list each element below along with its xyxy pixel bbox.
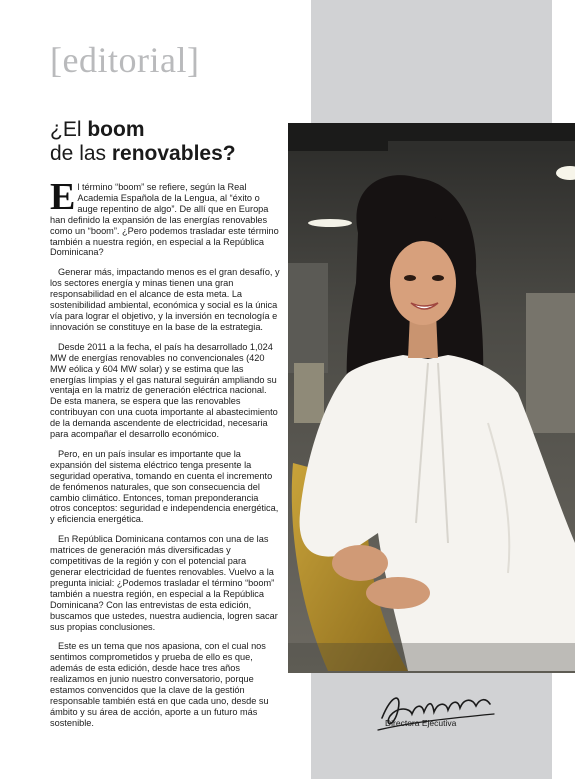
paragraph-6: Este es un tema que nos apasiona, con el cual nos sentimos comprometidos y prueba de ello es que, además de esta edición, desde hace tres años realizamos en junio nuestro conversatorio, porque estamos convencidos que la clave de la gestión responsable también está en que cada uno, desde su ámbito y su área de acción, aporte a un futuro más sostenible.	[50, 641, 269, 728]
title-line-2	[50, 142, 300, 166]
title-line-2-bold: renovables?	[111, 142, 236, 165]
paragraph-1	[50, 176, 280, 258]
paragraph-1-text: l término “boom” se refiere, según la Real Academia Española de la Lengua, al “éxito o auge repentino de algo”. De allí que en Europa han definido la expansión de las energías renovables como un “boom”. ¿Pero podemos trasladar este término también a nuestra región, en especial a la República Dominicana?	[50, 182, 279, 258]
portrait-photo	[288, 123, 575, 673]
title-line-1-text: ¿El	[50, 118, 88, 141]
section-tag	[50, 38, 199, 82]
title-line-1-bold: boom	[87, 118, 145, 141]
bracket-right: ]	[186, 40, 200, 80]
title-line-2-text: de las	[50, 142, 112, 165]
editorial-body	[50, 176, 280, 738]
paragraph-4: Pero, en un país insular es importante que la expansión del sistema eléctrico tenga presente la seguridad operativa, tomando en cuenta el incremento de fenómenos naturales, que son consecuencia del cambio climático. Entonces, toman preponderancia otros conceptos: seguridad e independencia energética, y eficiencia energética.	[50, 448, 279, 525]
page-title	[50, 118, 300, 166]
bracket-left: [	[50, 40, 63, 80]
signature-graphic	[372, 688, 502, 736]
paragraph-5: En República Dominicana contamos con una de las matrices de generación más diversificadas y competitivas de la región y con el potencial para generar electricidad de fuentes renovables. Vuelvo a la pregunta inicial: ¿Podemos trasladar el término “boom” también a nuestra región, en especial a la República Dominicana? Con las entrevistas de esta edición, buscamos que ustedes, nuestra audiencia, logren sacar sus propias conclusiones.	[50, 534, 278, 632]
section-tag-label: editorial	[62, 40, 187, 80]
drop-cap: E	[50, 176, 76, 218]
title-line-1	[50, 118, 300, 142]
paragraph-3: Desde 2011 a la fecha, el país ha desarrollado 1,024 MW de energías renovables no convencionales (420 MW eólica y 604 MW solar) y se estima que las energías limpias y el gas natural seguirán ampliando su ventaja en la matriz de generación eléctrica nacional. De esta manera, se espera que las renovables contribuyan con una cuota importante al abastecimiento de la demanda ascendente de electricidad, necesaria para acompañar el desarrollo económico.	[50, 341, 278, 440]
handwritten-signature	[372, 688, 502, 736]
paragraph-2: Generar más, impactando menos es el gran desafío, y los sectores energía y minas tienen una gran responsabilidad en el alcance de esta meta. La sostenibilidad ambiental, económica y social es la única vía para lograr el objetivo, y la inversión en tecnología e innovación se constituye en la base de la estrategia.	[50, 267, 280, 332]
signature-title: Directora Ejecutiva	[385, 718, 457, 728]
portrait-illustration	[288, 123, 575, 673]
